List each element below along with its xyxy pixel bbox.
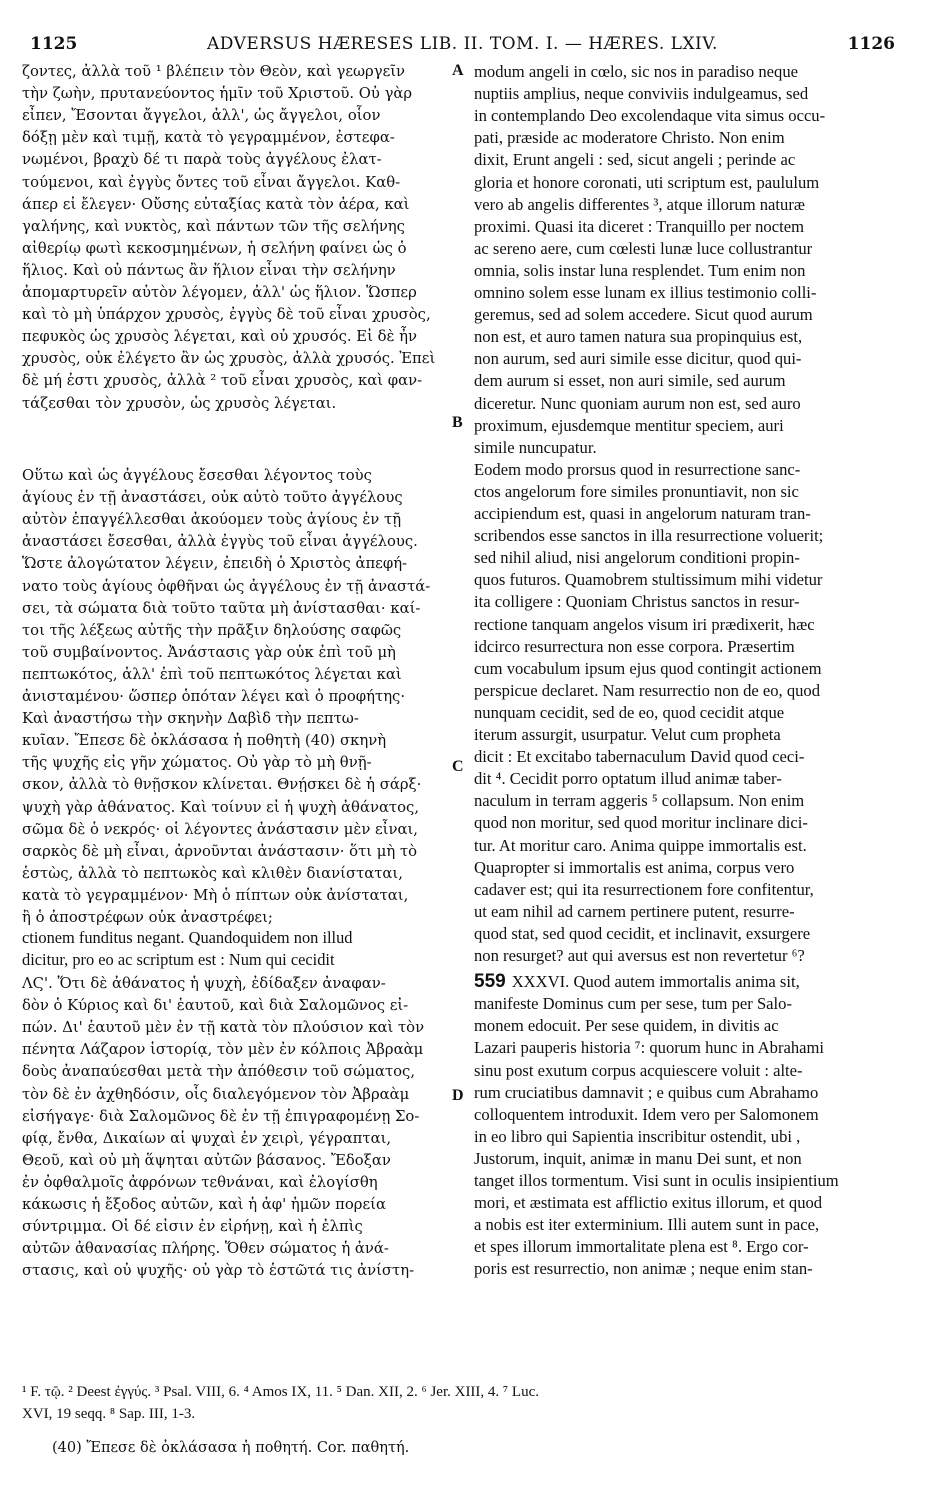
latin-line: ita colligere : Quoniam Christus sanctos in resur- (474, 592, 800, 612)
latin-line: quod non moritur, sed quod moritur inclinare dici- (474, 813, 808, 833)
greek-line: στασις, καὶ οὐ ψυχῆς· οὐ γὰρ τὸ ἑστῶτά τις ἀνίστη- (22, 1262, 415, 1280)
running-title: ADVERSUS HÆRESES LIB. II. TOM. I. — HÆRES. LXIV. (207, 34, 718, 54)
latin-line: poris est resurrectio, non animæ ; neque enim stan- (474, 1259, 813, 1279)
margin-letter-c: C (452, 758, 464, 775)
latin-line: Eodem modo prorsus quod in resurrectione sanc- (474, 459, 801, 479)
greek-line: ἥλιος. Καὶ οὐ πάντως ἂν ἥλιον εἶναι τὴν σελήνην (22, 261, 396, 279)
greek-line: δοὺς ἀναπαύεσθαι μετὰ τὴν ἀπόθεσιν τοῦ σώματος, (22, 1063, 416, 1081)
greek-line: ἢ ὁ ἀποστρέφων οὐκ ἀναστρέφει; (22, 909, 273, 926)
greek-line: Οὕτω καὶ ὡς ἀγγέλους ἔσεσθαι λέγοντος τοὺς (22, 467, 372, 484)
latin-line: iterum assurgit, usurpatur. Velut cum propheta (474, 725, 781, 744)
greek-line: ἁγίους ἐν τῇ ἀναστάσει, οὐκ αὐτὸ τοῦτο ἀγγέλους (22, 489, 403, 507)
page-number-right: 1126 (847, 34, 895, 54)
greek-line: σαρκὸς δὲ μὴ εἶναι, ἀρνοῦνται ἀνάστασιν· ὅτι μὴ τὸ (22, 842, 418, 860)
greek-line: σύντριμμα. Οἱ δέ εἰσιν ἐν εἰρήνῃ, καὶ ἡ ἐλπὶς (22, 1218, 363, 1236)
latin-line: non aurum, sed auri simile esse dicitur, quod qui- (474, 349, 802, 369)
latin-line: a nobis est iter exterminium. Illi autem sunt in pace, (474, 1215, 820, 1235)
latin-line: sed nihil aliud, nisi angelorum conditioni propin- (474, 548, 800, 568)
latin-line: cadaver est; qui ita resurrectionem fore confitentur, (474, 879, 814, 899)
greek-line: εἶπεν, Ἔσονται ἄγγελοι, ἀλλ', ὡς ἄγγελοι, οἷον (22, 107, 381, 125)
latin-line: et spes illorum immortalitate plena est ⁸. Ergo cor- (474, 1237, 809, 1257)
running-header (30, 34, 895, 56)
latin-line: geremus, sed ad solem accedere. Sicut quod aurum (474, 305, 813, 325)
greek-line: σῶμα δὲ ὁ νεκρός· οἱ λέγοντες ἀνάστασιν μὲν εἶναι, (22, 820, 418, 838)
greek-line: ΛϚ'. Ὅτι δὲ ἀθάνατος ἡ ψυχὴ, ἐδίδαξεν ἀναφαν- (22, 975, 386, 992)
greek-line: γαλήνης, καὶ νυκτὸς, καὶ πάντων τῶν τῆς σελήνης (22, 217, 405, 235)
greek-line: χρυσὸς, οὐκ ἐλέγετο ἂν ὡς χρυσὸς, ἀλλὰ χρυσός. Ἐπεὶ (22, 350, 436, 368)
greek-line: σκον, ἀλλὰ τὸ θνῇσκον κλίνεται. Θνῄσκει δὲ ἡ σάρξ· (22, 776, 422, 794)
latin-line: ac sereno aere, cum cœlesti lunæ luce collustrantur (474, 238, 813, 258)
greek-line: τῆς ψυχῆς εἰς γῆν χώματος. Οὐ γὰρ τὸ μὴ θνῇ- (22, 754, 372, 772)
greek-line: πεφυκὸς ὡς χρυσὸς λέγεται, καὶ οὐ χρυσός. Εἰ δὲ ἦν (22, 328, 417, 346)
latin-line: manifeste Dominus cum per sese, tum per Salo- (474, 994, 792, 1014)
greek-line: τούμενοι, καὶ ἐγγὺς ὄντες τοῦ εἶναι ἄγγελοι. Καθ- (22, 173, 401, 191)
latin-line: perspicue declaret. Nam resurrectio non de eo, quod (474, 680, 821, 700)
greek-line: Καὶ ἀναστήσω τὴν σκηνὴν Δαβὶδ τὴν πεπτω- (22, 710, 359, 728)
greek-line: πένητα Λάζαρον ἱστορίᾳ, τὸν μὲν ἐν κόλποις Ἀβραὰμ (22, 1041, 424, 1059)
latin-line: omnia, solis instar luna resplendet. Tum enim non (474, 260, 806, 280)
greek-line: εἰσήγαγε· διὰ Σαλομῶνος δὲ ἐν τῇ ἐπιγραφομένῃ Σο- (22, 1107, 420, 1125)
greek-line: δὲ μή ἐστι χρυσὸς, ἀλλὰ ² τοῦ εἶναι χρυσὸς, καὶ φαν- (22, 372, 423, 390)
latin-line: dit ⁴. Cecidit porro optatum illud animæ taber- (474, 769, 782, 789)
chapter-number: 559 (474, 971, 506, 993)
latin-line: dicit : Et excitabo tabernaculum David quod ceci- (474, 747, 805, 767)
greek-line: ctionem funditus negant. Quandoquidem non illud (22, 928, 353, 947)
latin-line: mori, et æstimata est afflictio exitus illorum, et quod (474, 1193, 823, 1213)
margin-letter-b: B (452, 414, 463, 431)
greek-line: αἰθερίῳ φωτὶ κεκοσμημένων, ἡ σελήνη φαίνει ὡς ὁ (22, 239, 407, 257)
latin-line: idcirco resurrectura non esse corpora. Præsertim (474, 636, 795, 656)
latin-line: in contemplando Deo excolendaque vita simus occu- (474, 106, 826, 126)
latin-line: dixit, Erunt angeli : sed, sicut angeli ; perinde ac (474, 150, 796, 170)
greek-line: κατὰ τὸ γεγραμμένον· Μὴ ὁ πίπτων οὐκ ἀνίσταται, (22, 886, 409, 904)
greek-line: τὴν ζωὴν, πρυτανεύοντος ἡμῖν τοῦ Χριστοῦ. Οὐ γὰρ (22, 85, 413, 103)
greek-line: σει, τὰ σώματα διὰ τοῦτο ταῦτα μὴ ἀνίστασθαι· καί- (22, 599, 421, 617)
latin-line: tanget illos tormentum. Visi sunt in oculis insipientium (474, 1171, 839, 1190)
latin-line: monem edocuit. Per sese quidem, in divitis ac (474, 1016, 779, 1036)
greek-line: τάζεσθαι τὸν χρυσὸν, ὡς χρυσὸς λέγεται. (22, 394, 337, 412)
latin-line: quod stat, sed quod cecidit, et inclinavit, exsurgere (474, 923, 811, 943)
latin-line: naculum in terram aggeris ⁵ collapsum. Non enim (474, 791, 805, 811)
latin-line: Quapropter si immortalis est anima, corpus vero (474, 857, 795, 877)
latin-line: proximum, ejusdemque mentitur speciem, auri (474, 415, 784, 435)
latin-line: non resurget? aut qui aversus est non revertetur ⁶? (474, 946, 805, 965)
latin-line: tur. At moritur caro. Anima quippe immortalis est. (474, 835, 807, 855)
greek-line: καὶ τὸ μὴ ὑπάρχον χρυσὸς, ἐγγὺς δὲ τοῦ εἶναι χρυσὸς, (22, 306, 431, 324)
latin-line (474, 972, 800, 992)
latin-line: ut eam nihil ad carnem pertinere putent, resurre- (474, 901, 795, 921)
margin-letter-a: A (452, 62, 464, 79)
greek-line: κυῖαν. Ἔπεσε δὲ ὀκλάσασα ἡ ποθητὴ (40) σκηνὴ (22, 732, 387, 750)
greek-line: τοι τῆς λέξεως αὐτῆς τὴν πρᾶξιν δηλούσης σαφῶς (22, 621, 402, 639)
latin-line: quos futuros. Quamobrem stultissimum mihi videtur (474, 570, 823, 590)
greek-line: ἀνισταμένου· ὥσπερ ὁπόταν λέγει καὶ ὁ προφήτης· (22, 688, 406, 705)
latin-line: nuptiis amplius, neque conviviis indulgeamus, sed (474, 84, 809, 104)
latin-line: nunquam cecidit, sed de eo, quod cecidit atque (474, 702, 785, 722)
greek-line: δὸν ὁ Κύριος καὶ δι' ἑαυτοῦ, καὶ διὰ Σαλομῶνος εἰ- (22, 997, 409, 1015)
greek-line: νωμένοι, βραχὺ δέ τι παρὰ τοὺς ἀγγέλους ἐλατ- (22, 151, 382, 169)
latin-line: ctos angelorum fore similes pronuntiavit, non sic (474, 481, 799, 501)
latin-line: cum vocabulum ipsum ejus quod contingit actionem (474, 658, 822, 678)
latin-line: modum angeli in cœlo, sic nos in paradiso neque (474, 62, 798, 81)
greek-line: άπερ εἰ ἔλεγεν· Οὔσης εὐταξίας κατὰ τὸν ἀέρα, καὶ (22, 195, 410, 213)
latin-line: sinu post exutum corpus acquiescere voluit : alte- (474, 1060, 803, 1080)
greek-line: δόξῃ μὲν καὶ τιμῇ, κατὰ τὸ γεγραμμένον, ἐστεφα- (22, 129, 395, 147)
latin-line: pati, præside ac moderatore Christo. Non enim (474, 128, 785, 148)
greek-line: νατο τοὺς ἁγίους ὀφθῆναι ὡς ἀγγέλους ἐν τῇ ἀναστά- (22, 577, 431, 595)
greek-line: ἐν ὀφθαλμοῖς ἀφρόνων τεθνάναι, καὶ ἐλογίσθη (22, 1173, 378, 1191)
latin-line: gloria et honore coronati, uti scriptum est, paululum (474, 172, 820, 192)
greek-line: αὐτῶν ἀθανασίας πλήρης. Ὅθεν σώματος ἡ ἀνά- (22, 1240, 389, 1258)
greek-line: αὐτὸν ἐπαγγέλλεσθαι ἀκούομεν τοὺς ἁγίους ἐν τῇ (22, 511, 402, 529)
latin-line: in eo libro qui Sapientia inscribitur ostendit, ubi , (474, 1126, 801, 1146)
footnote-line: ¹ F. τῷ. ² Deest ἐγγύς. ³ Psal. VIII, 6. ⁴ Amos IX, 11. ⁵ Dan. XII, 2. ⁶ Jer. XIII, 4. ⁷ Luc. (22, 1384, 539, 1400)
latin-line: non est, et auro tamen natura sua propinquius est, (474, 327, 803, 347)
margin-letter-d: D (452, 1087, 464, 1104)
greek-line: τοῦ συμβαίνοντος. Ἀνάστασις γὰρ οὐκ ἐπὶ τοῦ μὴ (22, 643, 396, 661)
greek-line: τὸν δὲ ἐν ἀχθηδόσιν, οἷς διαλεγόμενον τὸν Ἀβραὰμ (22, 1085, 410, 1103)
greek-line: Ὥστε ἀλογώτατον λέγειν, ἐπειδὴ ὁ Χριστὸς ἀπεφή- (22, 555, 408, 573)
latin-line: omnino solem esse lunam ex illius testimonio colli- (474, 283, 817, 302)
latin-line: dem aurum si esset, non auri simile, sed aurum (474, 371, 786, 391)
greek-line: ἀναστάσει ἔσεσθαι, ἀλλὰ ἐγγὺς τοῦ εἶναι ἀγγέλους. (22, 533, 418, 551)
greek-line: πών. Δι' ἑαυτοῦ μὲν ἐν τῇ κατὰ τὸν πλούσιον καὶ τὸν (22, 1019, 425, 1037)
page-number-left: 1125 (30, 34, 78, 54)
greek-line: ψυχὴ γὰρ ἀθάνατος. Καὶ τοίνυν εἰ ἡ ψυχὴ ἀθάνατος, (22, 798, 420, 816)
greek-line: ζοντες, ἀλλὰ τοῦ ¹ βλέπειν τὸν Θεὸν, καὶ γεωργεῖν (22, 63, 406, 80)
latin-line: accipiendum est, quasi in angelorum naturam tran- (474, 504, 811, 523)
latin-line: vero ab angelis differentes ³, atque illorum naturæ (474, 194, 805, 214)
greek-line: κάκωσις ἡ ἔξοδος αὐτῶν, καὶ ἡ ἀφ' ἡμῶν πορεία (22, 1196, 386, 1213)
greek-line: ἀπομαρτυρεῖν αὐτὸν λέγομεν, ἀλλ' ὡς ἥλιον. Ὥσπερ (22, 284, 417, 301)
latin-line: diceretur. Nunc quoniam aurum non est, sed auro (474, 393, 801, 413)
greek-line: Θεοῦ, καὶ οὐ μὴ ἅψηται αὐτῶν βάσανος. Ἔδοξαν (22, 1151, 391, 1169)
latin-line: simile nuncupatur. (474, 437, 597, 457)
latin-line: Justorum, inquit, animæ in manu Dei sunt, et non (474, 1148, 802, 1168)
latin-line: scribendos esse sanctos in illa resurrectione voluerit; (474, 526, 824, 546)
footnote-variant: (40) Ἔπεσε δὲ ὀκλάσασα ἡ ποθητή. Cor. παθητή. (52, 1440, 410, 1456)
latin-line: rum cruciatibus damnavit ; e quibus cum Abrahamo (474, 1082, 819, 1102)
greek-line: φίᾳ, ἔνθα, Δικαίων αἱ ψυχαὶ ἐν χειρὶ, γέγραπται, (22, 1129, 392, 1147)
latin-line: rectione tanquam angelos visum iri prædixerit, hæc (474, 614, 815, 634)
greek-line: ἑστὼς, ἀλλὰ τὸ πεπτωκὸς καὶ κλιθὲν διανίσταται, (22, 864, 403, 882)
greek-line: dicitur, pro eo ac scriptum est : Num qui cecidit (22, 950, 335, 969)
footnote-line: XVI, 19 seqq. ⁸ Sap. III, 1-3. (22, 1406, 196, 1422)
latin-line-text: XXXVI. Quod autem immortalis anima sit, (511, 972, 800, 992)
greek-line: πεπτωκότος, ἀλλ' ἐπὶ τοῦ πεπτωκότος λέγεται καὶ (22, 665, 402, 683)
latin-line: colloquentem introduxit. Idem vero per Salomonem (474, 1104, 819, 1124)
latin-line: proximi. Quasi ita diceret : Tranquillo per noctem (474, 216, 804, 236)
latin-line: Lazari pauperis historia ⁷: quorum hunc in Abrahami (474, 1038, 825, 1058)
